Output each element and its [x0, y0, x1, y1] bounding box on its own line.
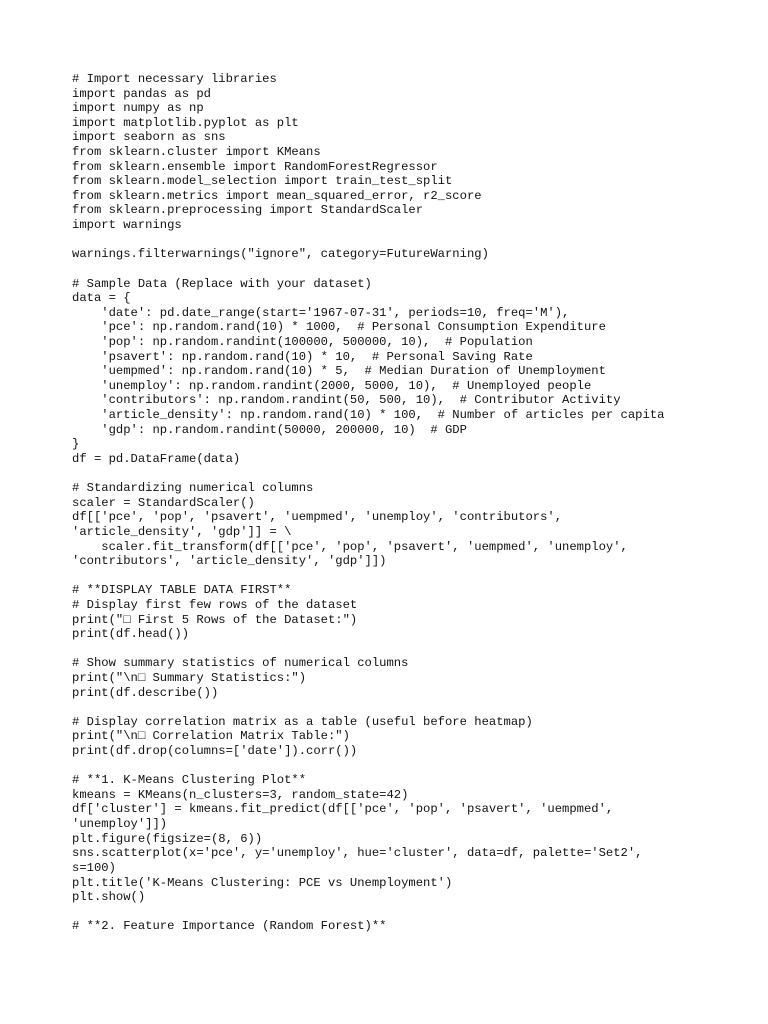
code-line	[72, 759, 752, 774]
code-line	[72, 700, 752, 715]
code-line: 'contributors', 'article_density', 'gdp']])	[72, 554, 387, 569]
code-line: plt.title('K-Means Clustering: PCE vs Unemployment')	[72, 875, 453, 890]
code-line: print(df.drop(columns=['date']).corr())	[72, 744, 358, 759]
code-line: 'psavert': np.random.rand(10) * 10, # Personal Saving Rate	[72, 349, 533, 364]
code-line: 'article_density', 'gdp']] = \	[72, 524, 292, 539]
code-line: df = pd.DataFrame(data)	[72, 451, 241, 466]
code-line: 'date': pd.date_range(start='1967-07-31', periods=10, freq='M'),	[72, 305, 570, 320]
code-line: print("□ First 5 Rows of the Dataset:")	[72, 612, 358, 627]
code-line: data = {	[72, 291, 131, 306]
code-line: s=100)	[72, 860, 116, 875]
code-line: 'pce': np.random.rand(10) * 1000, # Personal Consumption Expenditure	[72, 320, 606, 335]
code-line: import pandas as pd	[72, 86, 211, 101]
code-line: df['cluster'] = kmeans.fit_predict(df[['pce', 'pop', 'psavert', 'uempmed',	[72, 802, 614, 817]
code-line: 'gdp': np.random.randint(50000, 200000, 10) # GDP	[72, 422, 467, 437]
code-line	[72, 569, 752, 584]
code-line: scaler.fit_transform(df[['pce', 'pop', 'psavert', 'uempmed', 'unemploy',	[72, 539, 628, 554]
code-line: 'article_density': np.random.rand(10) * 100, # Number of articles per capita	[72, 408, 665, 423]
code-line: # Display first few rows of the dataset	[72, 597, 358, 612]
code-line: # **2. Feature Importance (Random Forest)**	[72, 919, 387, 934]
code-line: import matplotlib.pyplot as plt	[72, 115, 299, 130]
code-line: print("\n□ Summary Statistics:")	[72, 670, 307, 685]
code-line: print("\n□ Correlation Matrix Table:")	[72, 729, 350, 744]
code-line	[72, 262, 752, 277]
code-line: # **DISPLAY TABLE DATA FIRST**	[72, 583, 292, 598]
code-line	[72, 233, 752, 248]
code-line: # **1. K-Means Clustering Plot**	[72, 773, 307, 788]
code-line: import warnings	[72, 218, 182, 233]
code-line	[72, 905, 752, 920]
code-line: # Display correlation matrix as a table (useful before heatmap)	[72, 714, 533, 729]
code-line: 'contributors': np.random.randint(50, 500, 10), # Contributor Activity	[72, 393, 621, 408]
code-line	[72, 642, 752, 657]
code-line: from sklearn.preprocessing import StandardScaler	[72, 203, 424, 218]
code-line: # Sample Data (Replace with your dataset)	[72, 276, 372, 291]
code-line: 'unemploy': np.random.randint(2000, 5000, 10), # Unemployed people	[72, 378, 592, 393]
code-line: scaler = StandardScaler()	[72, 495, 255, 510]
code-line: warnings.filterwarnings("ignore", category=FutureWarning)	[72, 247, 489, 262]
code-line: from sklearn.model_selection import train_test_split	[72, 174, 453, 189]
code-line: 'uempmed': np.random.rand(10) * 5, # Median Duration of Unemployment	[72, 364, 606, 379]
code-line	[72, 466, 752, 481]
code-line: print(df.describe())	[72, 685, 219, 700]
code-line: # Import necessary libraries	[72, 72, 277, 86]
code-line: # Standardizing numerical columns	[72, 481, 314, 496]
code-line: from sklearn.metrics import mean_squared_error, r2_score	[72, 188, 482, 203]
code-line: import seaborn as sns	[72, 130, 226, 145]
code-line: 'pop': np.random.randint(100000, 500000, 10), # Population	[72, 334, 533, 349]
code-block	[72, 72, 752, 934]
code-line: }	[72, 437, 80, 452]
code-line: plt.show()	[72, 890, 146, 905]
code-line: df[['pce', 'pop', 'psavert', 'uempmed', 'unemploy', 'contributors',	[72, 510, 563, 525]
code-line: from sklearn.cluster import KMeans	[72, 145, 321, 160]
code-line: kmeans = KMeans(n_clusters=3, random_state=42)	[72, 787, 409, 802]
code-line: from sklearn.ensemble import RandomForestRegressor	[72, 159, 438, 174]
code-line: 'unemploy']])	[72, 817, 168, 832]
code-line: # Show summary statistics of numerical columns	[72, 656, 409, 671]
code-line: plt.figure(figsize=(8, 6))	[72, 831, 263, 846]
code-line: import numpy as np	[72, 101, 204, 116]
code-line: print(df.head())	[72, 627, 190, 642]
code-line: sns.scatterplot(x='pce', y='unemploy', hue='cluster', data=df, palette='Set2',	[72, 846, 643, 861]
